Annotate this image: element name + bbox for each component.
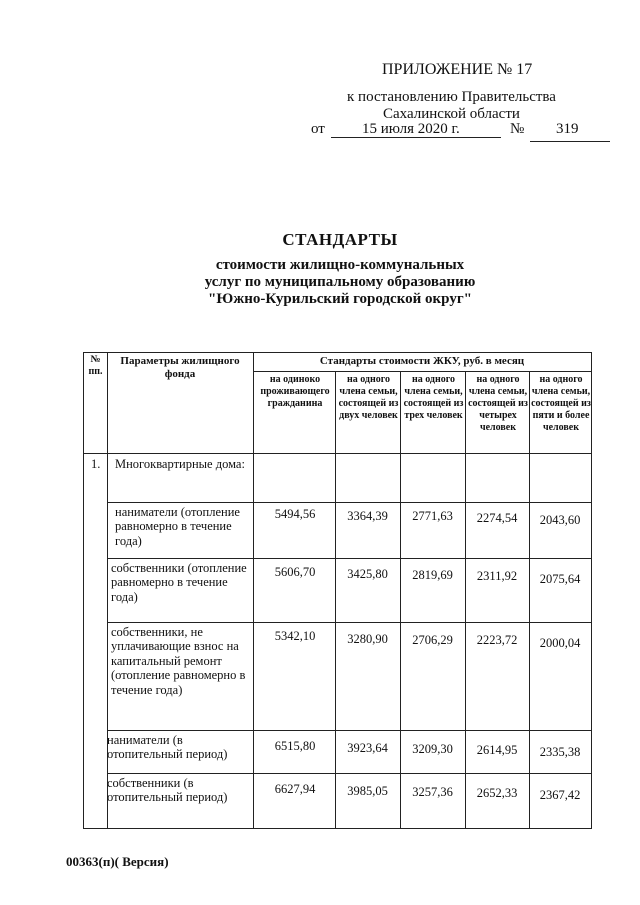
- document-subtitle-2: услуг по муниципальному образованию: [204, 274, 476, 290]
- appendix-title: ПРИЛОЖЕНИЕ № 17: [382, 61, 533, 78]
- appendix-line-1: к постановлению Правительства: [347, 89, 556, 105]
- row-value: 6627,94: [274, 782, 316, 796]
- row-value: 2274,54: [476, 511, 518, 525]
- row-value: 3425,80: [347, 567, 388, 581]
- row-value: 2706,29: [412, 633, 453, 647]
- number-underline: [530, 141, 610, 142]
- table-border: [591, 352, 592, 829]
- header-number: № пп.: [88, 354, 103, 377]
- document-subtitle-3: "Южно-Курильский городской округ": [208, 291, 472, 307]
- row-value: 2614,95: [476, 743, 518, 757]
- header-col-3: на одного члена семьи, состоящей из трех человек: [403, 374, 464, 421]
- decree-number: 319: [556, 121, 579, 137]
- header-standards-group: Стандарты стоимости ЖКУ, руб. в месяц: [319, 355, 525, 367]
- row-value: 3985,05: [347, 784, 388, 798]
- document-subtitle-1: стоимости жилищно-коммунальных: [215, 257, 465, 273]
- table-column-divider: [400, 371, 401, 829]
- table-border: [83, 828, 592, 829]
- header-params: Параметры жилищного фонда: [120, 355, 240, 381]
- header-col-4: на одного члена семьи, состоящей из четырех человек: [468, 374, 528, 433]
- table-row-divider: [107, 773, 592, 774]
- row-value: 3257,36: [412, 785, 453, 799]
- table-column-divider: [529, 371, 530, 829]
- row-value: 3364,39: [347, 509, 388, 523]
- row-value: 2335,38: [539, 745, 581, 759]
- table-border: [83, 352, 84, 829]
- table-row-divider: [107, 730, 592, 731]
- document-footer-code: 00363(п)( Версия): [66, 854, 169, 869]
- row-label: наниматели (отопление равномерно в течение года): [115, 505, 240, 548]
- row-label: собственники, не уплачивающие взнос на капитальный ремонт (отопление равномерно в течение года): [111, 625, 246, 697]
- row-value: 5342,10: [274, 629, 316, 643]
- row-value: 5606,70: [274, 565, 316, 579]
- table-row-divider: [107, 622, 592, 623]
- table-row-divider: [83, 453, 592, 454]
- section-label: Многоквартирные дома:: [115, 457, 245, 471]
- row-value: 5494,56: [274, 507, 316, 521]
- row-label: наниматели (в отопительный период): [107, 733, 228, 762]
- table-row-divider: [253, 371, 592, 372]
- number-label: №: [510, 121, 525, 137]
- table-row-divider: [107, 558, 592, 559]
- row-value: 2652,33: [476, 786, 518, 800]
- row-value: 6515,80: [274, 739, 316, 753]
- row-value: 3280,90: [347, 632, 388, 646]
- decree-date: 15 июля 2020 г.: [362, 121, 460, 137]
- row-value: 2311,92: [476, 569, 518, 583]
- table-border: [83, 352, 592, 353]
- header-col-2: на одного члена семьи, состоящей из двух человек: [338, 374, 399, 421]
- standards-table: [83, 352, 592, 829]
- table-column-divider: [253, 352, 254, 829]
- header-col-1: на одиноко проживающего гражданина: [260, 374, 330, 409]
- row-value: 2819,69: [412, 568, 453, 582]
- table-row-divider: [107, 502, 592, 503]
- row-value: 2771,63: [412, 509, 453, 523]
- document-title: СТАНДАРТЫ: [282, 230, 398, 249]
- row-value: 2000,04: [539, 636, 581, 650]
- row-value: 2367,42: [539, 788, 581, 802]
- row-value: 2075,64: [539, 572, 581, 586]
- row-value: 2223,72: [476, 633, 518, 647]
- table-column-divider: [465, 371, 466, 829]
- row-label: собственники (в отопительный период): [107, 776, 228, 805]
- section-number: 1.: [91, 457, 101, 471]
- row-value: 3923,64: [347, 741, 388, 755]
- row-value: 3209,30: [412, 742, 453, 756]
- row-label: собственники (отопление равномерно в течение года): [111, 561, 247, 604]
- row-value: 2043,60: [539, 513, 581, 527]
- table-column-divider: [335, 371, 336, 829]
- from-label: от: [311, 121, 325, 137]
- appendix-line-2: Сахалинской области: [383, 106, 520, 122]
- header-col-5: на одного члена семьи, состоящей из пяти и более человек: [531, 374, 591, 433]
